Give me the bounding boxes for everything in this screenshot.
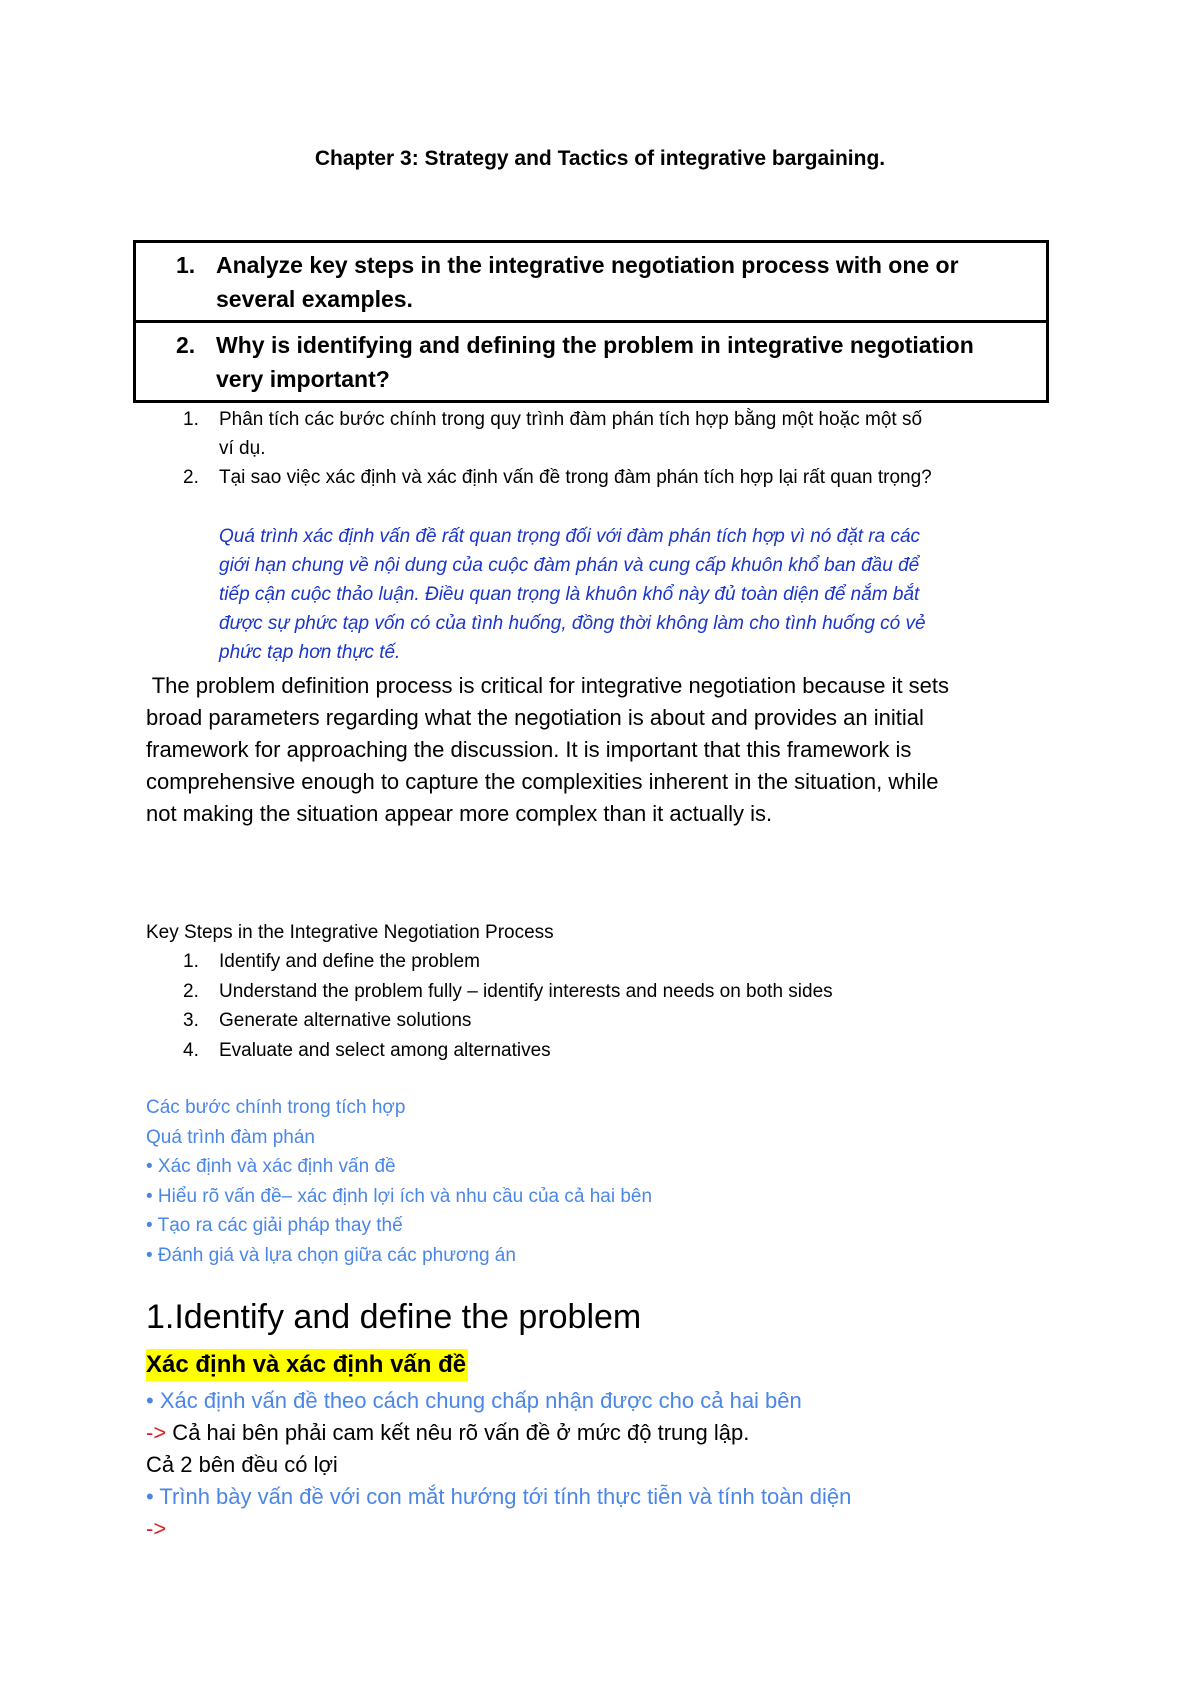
list-item: 1. Phân tích các bước chính trong quy trình đàm phán tích hợp bằng một hoặc một số ví dụ. xyxy=(183,409,923,459)
question-number: 2. xyxy=(176,332,196,358)
bullet-line: • Xác định vấn đề theo cách chung chấp nhận được cho cả hai bên xyxy=(146,1388,802,1413)
list-item: 4. Evaluate and select among alternatives xyxy=(183,1039,551,1061)
list-item: • Xác định và xác định vấn đề xyxy=(146,1156,396,1177)
list-item: 3. Generate alternative solutions xyxy=(183,1010,472,1031)
question-text: Analyze key steps in the integrative negotiation process with one or several examples. xyxy=(216,252,959,312)
steps-heading: Key Steps in the Integrative Negotiation Process xyxy=(146,922,554,943)
arrow-mark: -> xyxy=(146,1516,167,1541)
list-item: Quá trình đàm phán xyxy=(146,1126,315,1148)
question-row xyxy=(136,243,1046,323)
list-item: 2. Understand the problem fully – identify interests and needs on both sides xyxy=(183,980,833,1002)
vn-answer-paragraph: Quá trình xác định vấn đề rất quan trọng đối với đàm phán tích hợp vì nó đặt ra các giới hạn chung về nội dung của cuộc đàm phán và cung cấp khuôn khổ ban đầu để tiếp cận cuộc thảo luận. Điều quan trọng là khuôn khổ này đủ toàn diện để nắm bắt được sự phức tạp vốn có của tình huống, đồng thời không làm cho tình huống có vẻ phức tạp hơn thực tế. xyxy=(219,526,926,663)
section-heading: 1.Identify and define the problem xyxy=(146,1298,642,1336)
vn-question-list xyxy=(183,405,1063,492)
list-item: Các bước chính trong tích hợp xyxy=(146,1097,406,1118)
list-item: • Đánh giá và lựa chọn giữa các phương án xyxy=(146,1244,516,1266)
bullet-line: • Trình bày vấn đề với con mắt hướng tới tính thực tiễn và tính toàn diện xyxy=(146,1484,852,1509)
question-table xyxy=(133,240,1049,403)
steps-list xyxy=(183,947,1083,1065)
en-answer-paragraph: The problem definition process is critical for integrative negotiation because it sets broad parameters regarding what the negotiation is about and provides an initial framework for approaching the discussion. It is important that this framework is comprehensive enough to capture the complexities inherent in the situation, while not making the situation appear more complex than it actually is. xyxy=(146,673,950,826)
section-body xyxy=(146,1385,1106,1545)
arrow-mark: -> xyxy=(146,1420,167,1445)
question-row xyxy=(136,323,1046,400)
section-heading-vn: Xác định và xác định vấn đề xyxy=(146,1349,468,1381)
question-number: 1. xyxy=(176,252,196,278)
page-title: Chapter 3: Strategy and Tactics of integrative bargaining. xyxy=(314,147,886,170)
list-item: • Hiểu rõ vấn đề– xác định lợi ích và nhu cầu của cả hai bên xyxy=(146,1185,653,1207)
arrow-line: -> Cả hai bên phải cam kết nêu rõ vấn đề ở mức độ trung lập. xyxy=(146,1420,750,1445)
vn-steps-list xyxy=(146,1093,1046,1270)
list-item: • Tạo ra các giải pháp thay thế xyxy=(146,1215,403,1236)
plain-line: Cả 2 bên đều có lợi xyxy=(146,1452,338,1477)
question-text: Why is identifying and defining the problem in integrative negotiation very important? xyxy=(216,332,974,392)
list-item: 2. Tại sao việc xác định và xác định vấn đề trong đàm phán tích hợp lại rất quan trọng? xyxy=(183,467,932,488)
list-item: 1. Identify and define the problem xyxy=(183,951,480,972)
